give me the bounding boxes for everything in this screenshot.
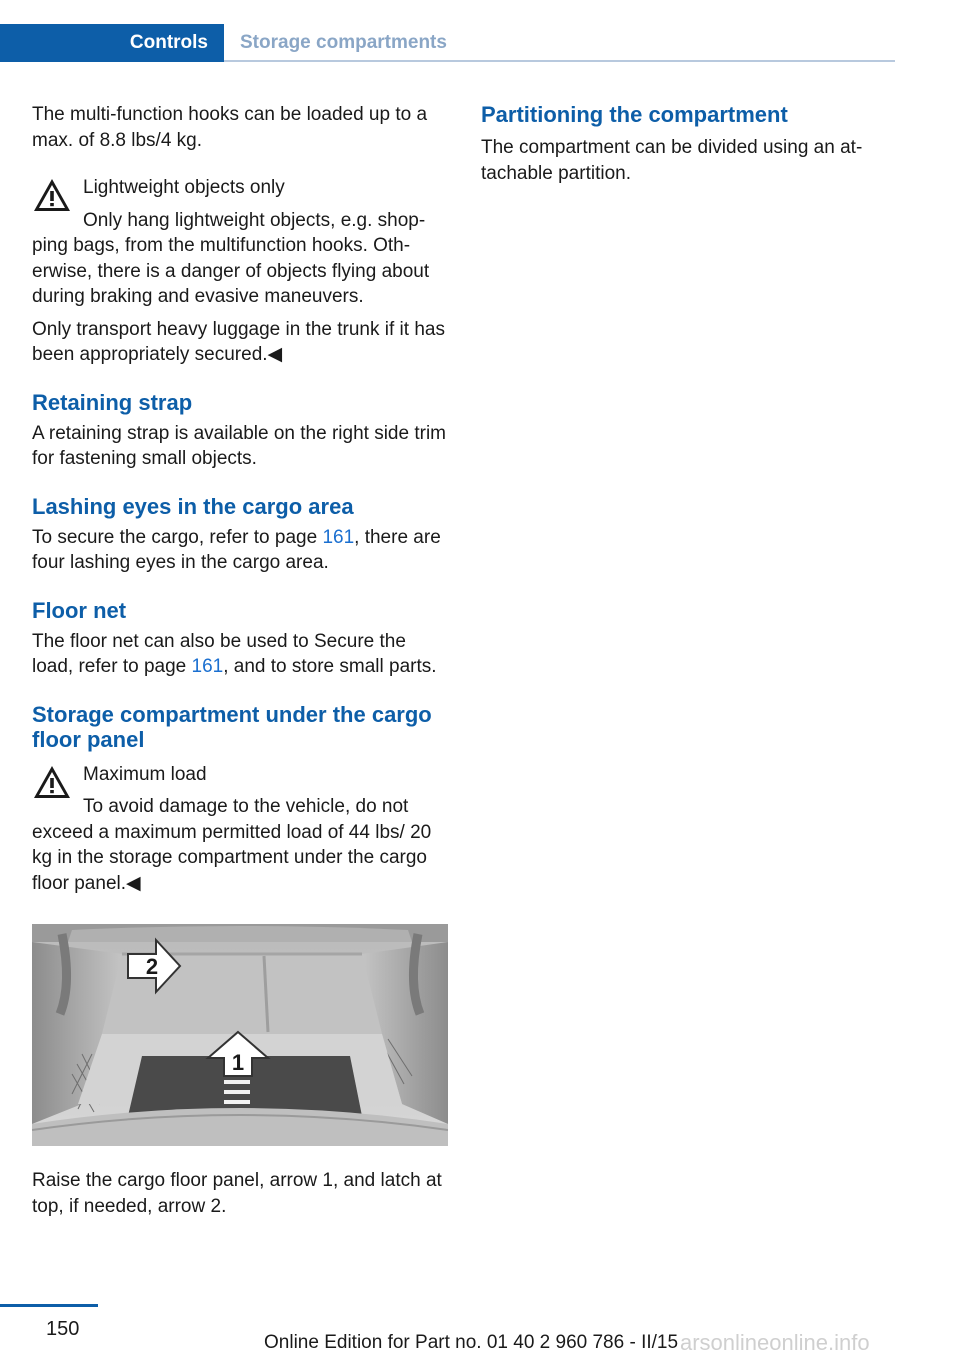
heading-floor-net: Floor net [32,597,127,623]
warning-lightweight [32,175,450,368]
page-link-161[interactable]: 161 [191,656,224,677]
lashing-paragraph [32,525,450,576]
page-number: 150 [46,1318,80,1340]
section-tab-storage[interactable]: Storage compartments [240,32,447,53]
edition-text: Online Edition for Part no. 01 40 2 960 786 - II/15 [264,1332,679,1353]
warning-body: To avoid damage to the vehicle, do not exceed a maximum permitted load of 44 lbs/ 20 kg in the storage compartment under the cargo floor panel.◀ [32,796,432,894]
floornet-paragraph [32,629,450,680]
floornet-text-pre: The floor net can also be used to Secure the load, refer to page [32,630,406,677]
section-label: Controls [129,32,208,53]
warning-title: Maximum load [83,763,207,785]
warning-triangle-icon [32,177,72,213]
warning-triangle-icon [32,764,72,800]
lashing-text-pre: To secure the cargo, refer to page [32,526,323,548]
photo-caption: Raise the cargo floor panel, arrow 1, and latch at top, if needed, arrow 2. [32,1170,442,1217]
page-header [0,24,895,62]
heading-storage-compartment: Storage compartment under the cargo floor panel [32,701,432,752]
heading-retaining-strap: Retaining strap [32,389,193,415]
warning-body: Only hang lightweight objects, e.g. shopping bags, from the multifunction hooks. Otherwise, there is a danger of objects flying about during braking and evasive maneuvers. [32,209,430,307]
header-divider [224,60,895,62]
footer-rule [0,1304,98,1307]
retaining-paragraph: A retaining strap is available on the right side trim for fastening small objects. [32,422,446,469]
section-tab-controls[interactable] [0,24,224,62]
heading-partitioning: Partitioning the compartment [481,102,788,127]
warning-title: Lightweight objects only [83,177,285,198]
partitioning-paragraph: The compartment can be divided using an attachable partition. [481,137,863,184]
left-column [32,102,450,1219]
watermark: arsonlineonline.info [680,1330,870,1355]
warning-maximum-load [32,762,450,897]
cargo-illustration [32,924,448,1146]
cargo-area-photo [32,924,448,1146]
warning-extra: Only transport heavy luggage in the trunk if it has been appropriately secured.◀ [32,318,445,365]
right-column [481,102,899,186]
floornet-text-post: , and to store small parts. [223,656,437,677]
intro-paragraph: The multi-function hooks can be loaded up to a max. of 8.8 lbs/4 kg. [32,104,428,151]
arrow-1-label: 1 [231,1050,245,1075]
arrow-2-label: 2 [145,954,159,979]
page-link-161[interactable]: 161 [322,526,355,548]
lashing-text-post: , there are four lashing eyes in the cargo area. [32,526,441,573]
heading-lashing-eyes: Lashing eyes in the cargo area [32,493,354,519]
